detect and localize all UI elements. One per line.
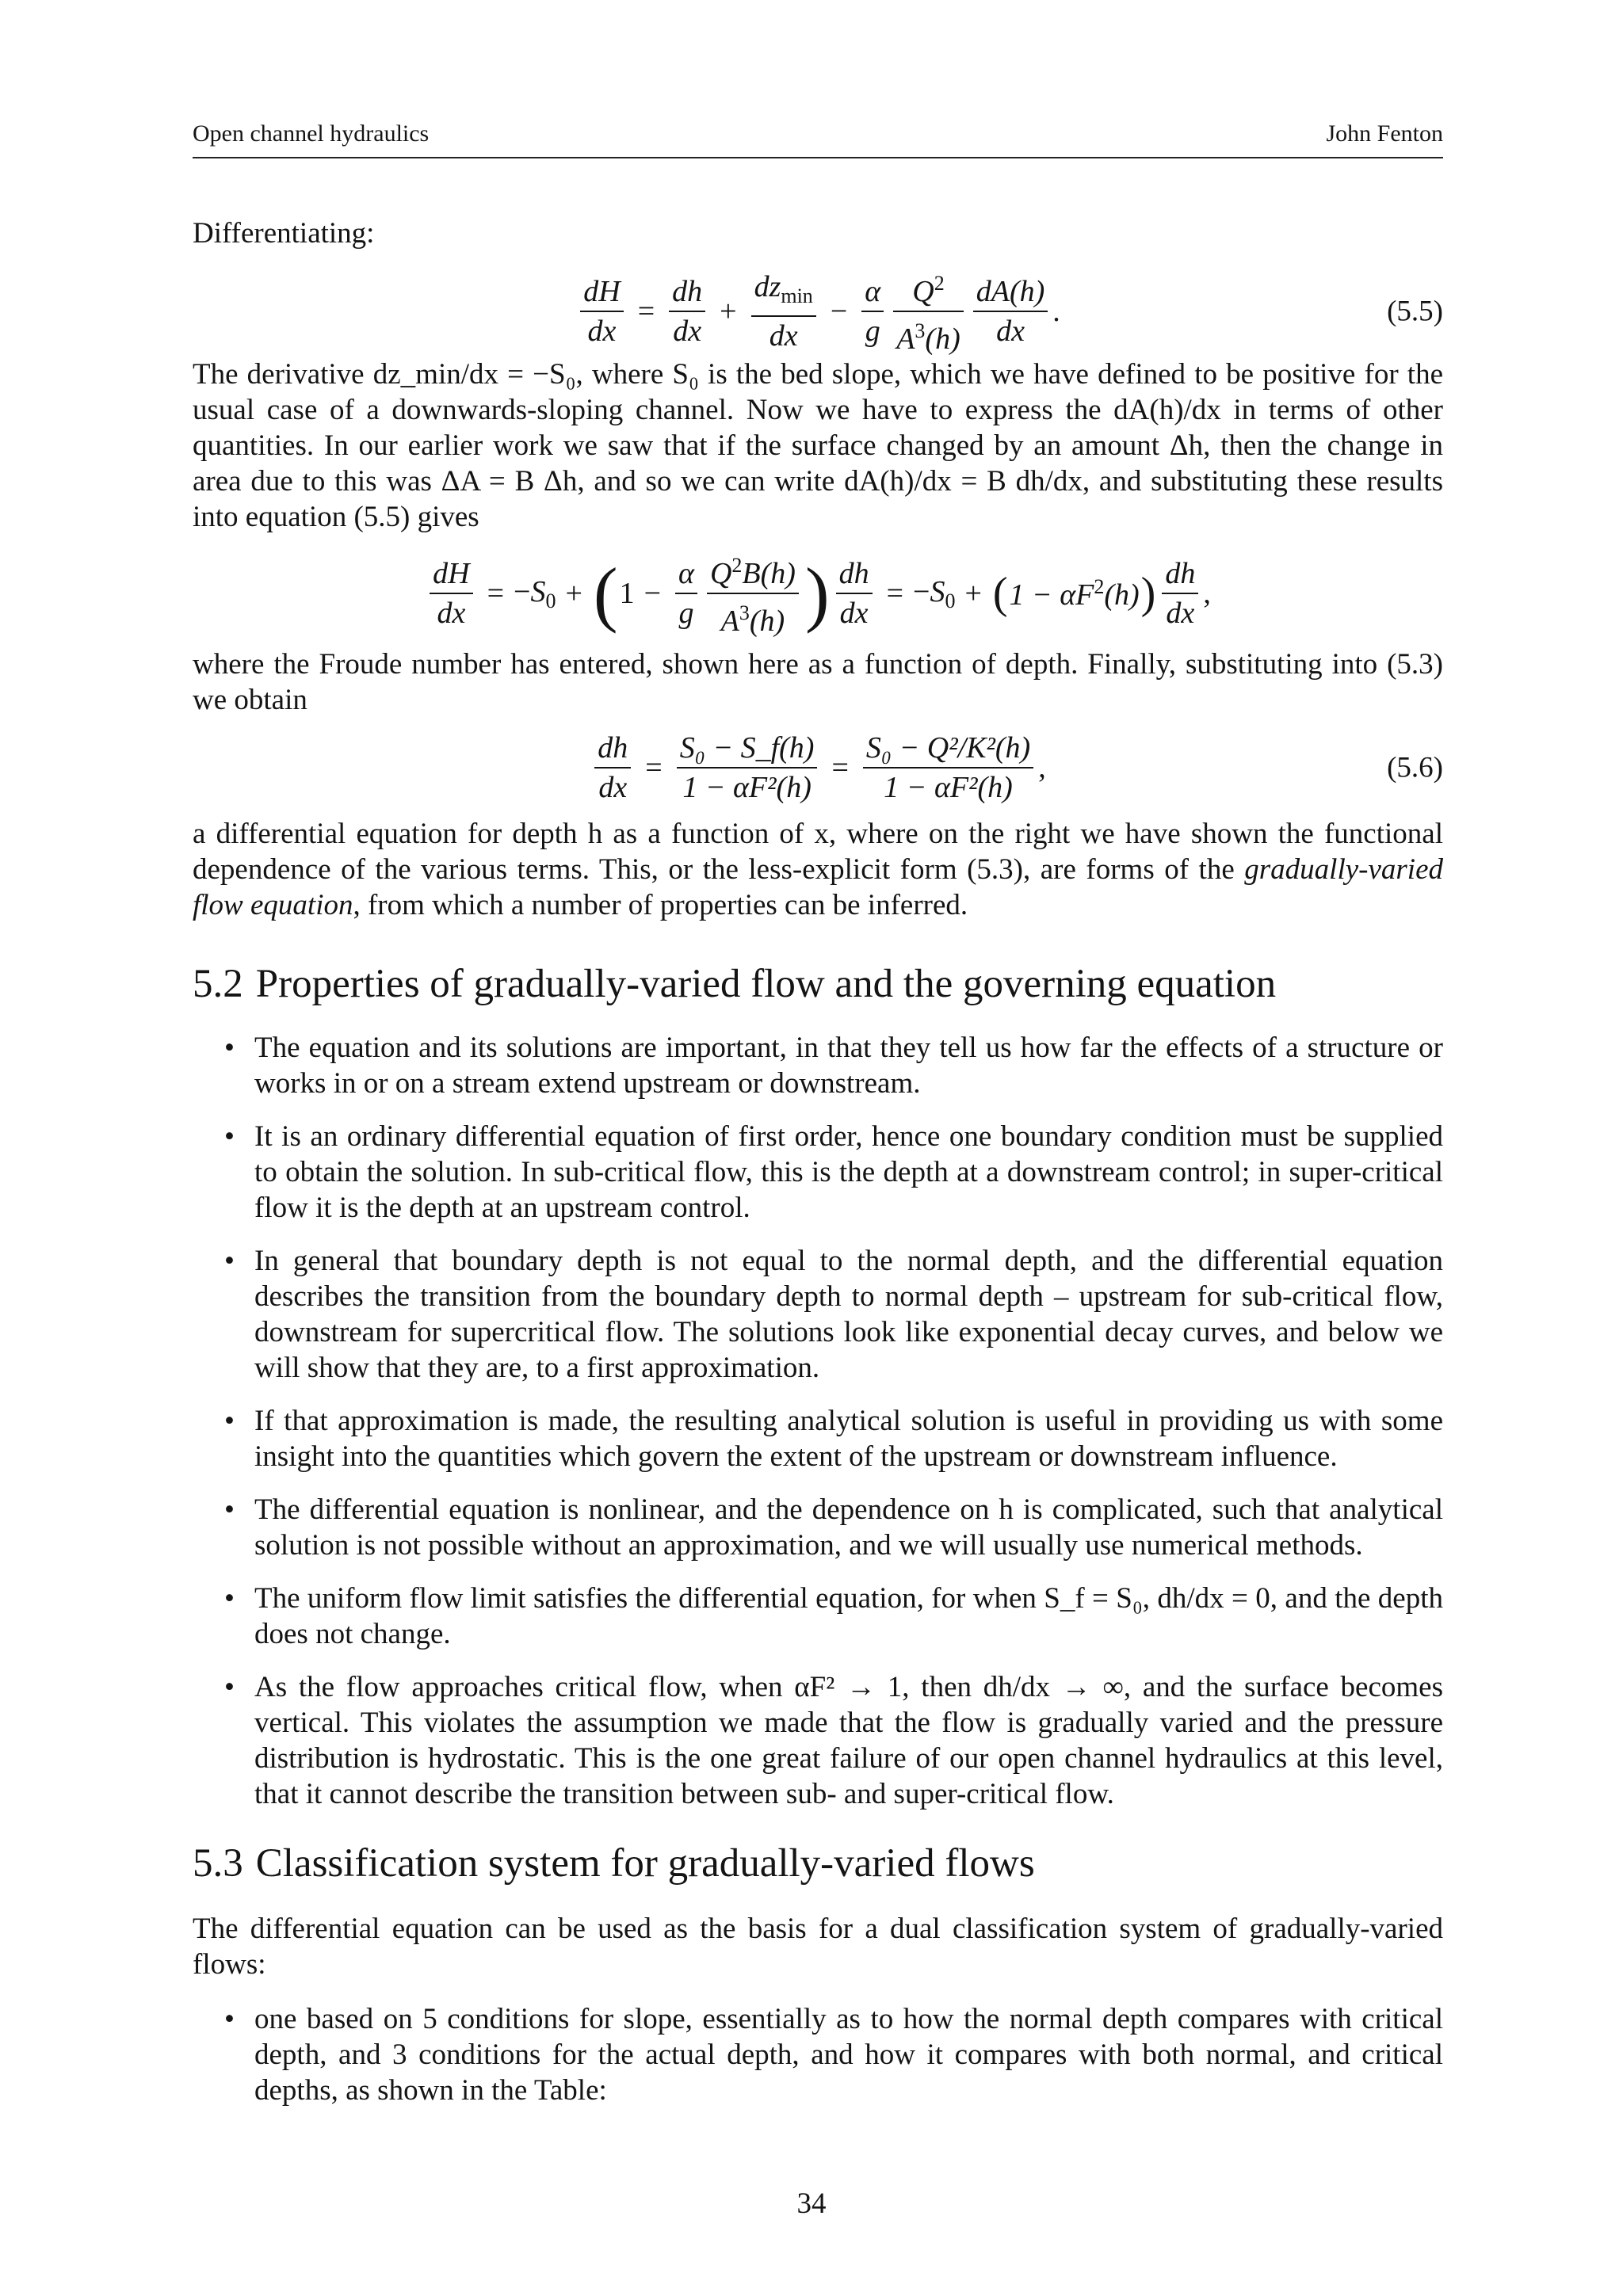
- list-item: • The differential equation is nonlinear, and the dependence on h is complicated, such that analytical solution is not possible without an approximation, and we will usually use numerical methods.: [224, 1493, 1443, 1562]
- frac: $\frac{dh}{dx}$: [836, 555, 873, 632]
- list-item: • In general that boundary depth is not equal to the normal depth, and the differential equation describes the transition from the boundary depth to normal depth – upstream for sub-critical flow, downstream for supercritical flow. The solutions look like exponential decay curves, and below we will show that they are, to a first approximation.: [224, 1245, 1443, 1384]
- section-5-2-heading: 5.2 Properties of gradually-varied flow and the governing equation: [193, 962, 1277, 1006]
- list-item: • one based on 5 conditions for slope, essentially as to how the normal depth compares with critical depth, and 3 conditions for the actual depth, and how it compares with both normal, and critical depths, as shown in the Table:: [224, 2003, 1443, 2107]
- header-title: Open channel hydraulics: [193, 120, 430, 147]
- section-5-3-heading: 5.3 Classification system for gradually-varied flows: [193, 1841, 1035, 1886]
- intro-label-block: [193, 215, 1443, 251]
- frac: $\frac{\text{S₀ − Q²/K²(h)}}{\text{1 − αF²(h)}}$: [863, 729, 1033, 807]
- bullet-icon: •: [224, 1032, 235, 1064]
- bullets-5-2: [193, 1030, 1443, 1829]
- bullet-icon: •: [224, 1671, 235, 1703]
- bullet-icon: •: [224, 1120, 235, 1153]
- paragraph-3: a differential equation for depth h as a function of x, where on the right we have shown the functional dependence of the various terms. This, or the less-explicit form (5.3), are forms of the gradually-varied flow equation, from which a number of properties can be inferred.: [193, 818, 1443, 921]
- intro-label: Differentiating:: [193, 217, 375, 250]
- header-author: John Fenton: [1326, 120, 1443, 147]
- paragraph-2: where the Froude number has entered, shown here as a function of depth. Finally, substituting into (5.3) we obtain: [193, 648, 1443, 716]
- list-item: • As the flow approaches critical flow, when αF² → 1, then dh/dx → ∞, and the surface becomes vertical. This violates the assumption we made that the flow is gradually varied and the pressure distribution is hydrostatic. This is the one great failure of our open channel hydraulics at this level, that it cannot describe the transition between sub- and super-critical flow.: [224, 1671, 1443, 1810]
- frac: $\frac{dh}{dx}$: [594, 729, 631, 807]
- bullets-5-3: [193, 2001, 1443, 2126]
- bullet-icon: •: [224, 2003, 235, 2035]
- paragraph-1: The derivative dz_min/dx = −S₀, where S₀ is the bed slope, which we have defined to be positive for the usual case of a downwards-sloping channel. Now we have to express the dA(h)/dx in terms of other quantities. In our earlier work we saw that if the surface changed by an amount Δh, then the change in area due to this was ΔA = B Δh, and so we can write dA(h)/dx = B dh/dx, and substituting these results into equation (5.5) gives: [193, 358, 1443, 533]
- bullet-icon: •: [224, 1405, 235, 1437]
- running-header: [193, 120, 1443, 158]
- list-item: • The equation and its solutions are important, in that they tell us how far the effects of a structure or works in or on a stream extend upstream or downstream.: [224, 1032, 1443, 1100]
- frac: $\frac{dH}{dx}$: [430, 555, 472, 632]
- frac: $\frac{dA(h)}{dx}$: [973, 273, 1048, 350]
- equation-froude: $\frac{dH}{dx}$ = $-S_0$ + ( 1 − $\frac{\alpha}{g}$ $\frac{Q^2B(h)}{A^3(h)}$ ) $\frac{dh}{dx}$ = $-S_0$ + ( $1 - \alpha F^2(h)$ ) $\frac{dh}{dx}$ ,: [193, 547, 1443, 640]
- equation-5-5: $\frac{dH}{dx}$ = $\frac{dh}{dx}$ + $\frac{dz_{min}}{dx}$ − $\frac{\alpha}{g}$ $\frac{Q^2}{A^3(h)}$ $\frac{dA(h)}{dx}$ . (5.5): [193, 265, 1443, 358]
- frac: $\frac{\alpha}{g}$: [675, 555, 697, 632]
- bullet-icon: •: [224, 1245, 235, 1277]
- equation-5-6: $\frac{dh}{dx}$ = $\frac{\text{S₀ − S\_f(h)}}{\text{1 − αF²(h)}}$ = $\frac{\text{S₀ − Q²/K²(h)}}{\text{1 − αF²(h)}}$ , (5.6): [193, 729, 1443, 807]
- frac: $\frac{\text{S₀ − S\_f(h)}}{\text{1 − αF²(h)}}$: [677, 729, 818, 807]
- frac: $\frac{dz_{min}}{dx}$: [751, 268, 816, 355]
- bullet-icon: •: [224, 1582, 235, 1615]
- frac: $\frac{dh}{dx}$: [1162, 555, 1198, 632]
- list-item: • The uniform flow limit satisfies the differential equation, for when S_f = S₀, dh/dx = 0, and the depth does not change.: [224, 1582, 1443, 1650]
- frac: $\frac{Q^2B(h)}{A^3(h)}$: [707, 547, 799, 640]
- frac: $\frac{Q^2}{A^3(h)}$: [893, 265, 964, 358]
- list-item: • It is an ordinary differential equation of first order, hence one boundary condition must be supplied to obtain the solution. In sub-critical flow, this is the depth at a downstream control; in super-critical flow it is the depth at an upstream control.: [224, 1120, 1443, 1224]
- paragraph-4: The differential equation can be used as the basis for a dual classification system of gradually-varied flows:: [193, 1913, 1443, 1981]
- list-item: • If that approximation is made, the resulting analytical solution is useful in providing us with some insight into the quantities which govern the extent of the upstream or downstream influence.: [224, 1405, 1443, 1473]
- page-number: 34: [796, 2187, 827, 2220]
- equation-number: (5.5): [1387, 295, 1443, 328]
- frac: $\frac{dh}{dx}$: [669, 273, 705, 350]
- bullet-icon: •: [224, 1493, 235, 1526]
- equation-number: (5.6): [1387, 751, 1443, 784]
- frac: $\frac{dH}{dx}$: [580, 273, 623, 350]
- frac: $\frac{\alpha}{g}$: [861, 273, 884, 350]
